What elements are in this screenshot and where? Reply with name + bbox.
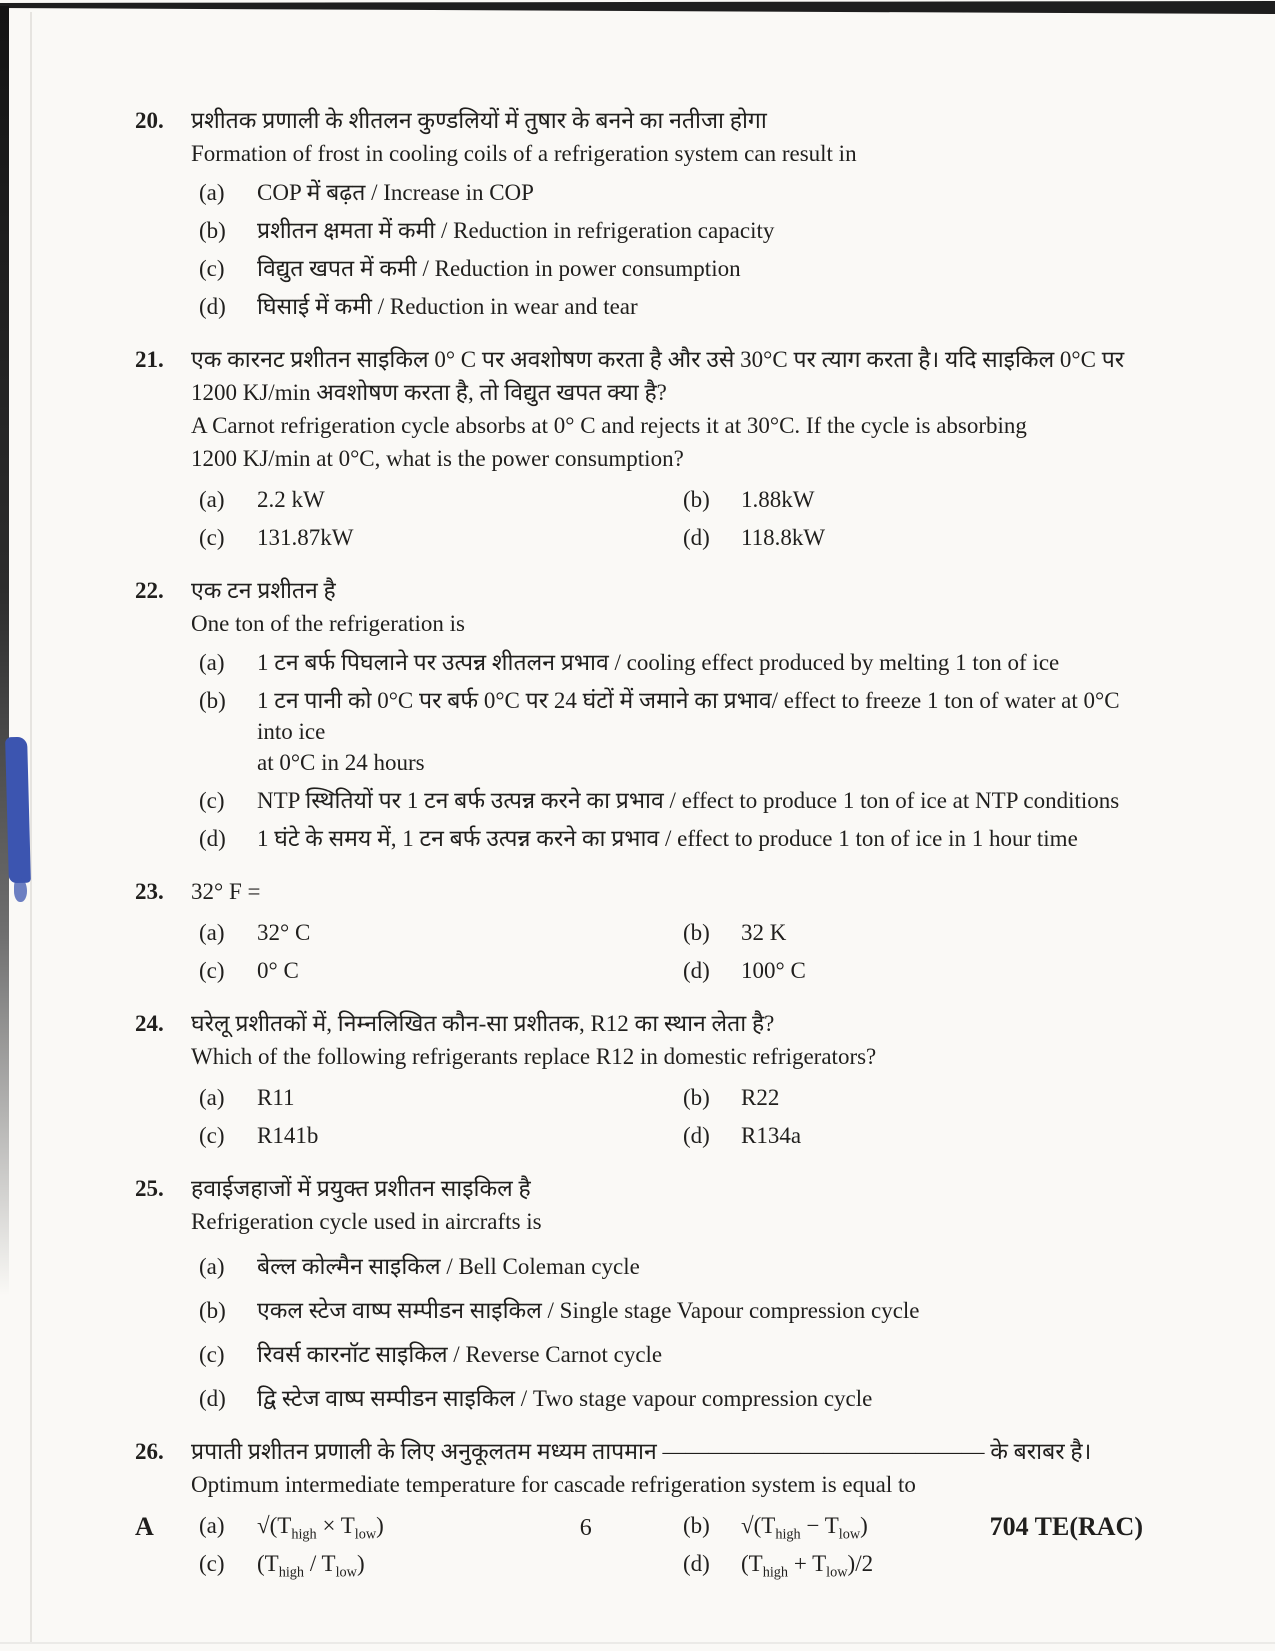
option-label: (a) — [199, 1085, 225, 1110]
options — [191, 177, 1143, 322]
text-line: 32° C — [257, 920, 311, 945]
option-text — [257, 1339, 1143, 1370]
option-d — [199, 291, 1143, 322]
option-label: (c) — [199, 1551, 225, 1576]
question-stem — [191, 104, 1143, 170]
option-label: (d) — [683, 1551, 710, 1576]
option-a — [199, 484, 675, 515]
question-number: 25. — [135, 1176, 164, 1201]
question-stem — [191, 343, 1143, 475]
option-d — [199, 823, 1143, 854]
page-fold-line — [30, 12, 32, 1642]
stem-line — [191, 409, 1143, 442]
question-body — [191, 875, 1143, 986]
text-line: R22 — [741, 1085, 780, 1110]
option-label: (b) — [199, 688, 226, 713]
footer-page-number: 6 — [579, 1515, 592, 1541]
option-b — [683, 1082, 1143, 1113]
text-line: $√(T_{high} - T_{low})$ — [741, 1513, 868, 1543]
stem-line — [191, 607, 1143, 640]
option-c — [199, 253, 1143, 284]
option-a — [199, 1251, 1143, 1282]
option-text — [257, 685, 1143, 778]
option-a — [199, 647, 1143, 678]
option-label: (c) — [199, 525, 225, 550]
option-label: (b) — [683, 1513, 710, 1538]
option-c — [199, 522, 675, 553]
question-stem — [191, 574, 1143, 640]
option-label: (d) — [199, 826, 226, 851]
question-paper-content — [135, 104, 1143, 1600]
option-text — [741, 917, 1143, 948]
blue-ink-tail — [14, 878, 27, 902]
text-line: Refrigeration cycle used in aircrafts is — [191, 1209, 542, 1234]
text-line: Which of the following refrigerants replace R12 in domestic refrigerators? — [191, 1044, 877, 1069]
option-text — [257, 291, 1143, 322]
page-footer — [135, 1512, 1143, 1542]
option-text — [257, 1383, 1143, 1414]
text-line: Optimum intermediate temperature for cascade refrigeration system is equal to — [191, 1472, 916, 1497]
text-line: विद्युत खपत में कमी / Reduction in power consumption — [257, 256, 741, 281]
options — [191, 910, 1143, 986]
text-line: 1 टन पानी को 0°C पर बर्फ 0°C पर 24 घंटों में जमाने का प्रभाव/ effect to freeze 1 ton of water at 0°C into ice — [257, 688, 1120, 744]
option-text — [257, 823, 1143, 854]
text-line: रिवर्स कारनॉट साइकिल / Reverse Carnot cycle — [257, 1342, 663, 1367]
option-d — [683, 1548, 1143, 1579]
option-label: (c) — [199, 256, 225, 281]
option-text — [741, 1120, 1143, 1151]
option-label: (a) — [199, 650, 225, 675]
option-label: (d) — [683, 525, 710, 550]
scan-bottom-edge — [0, 1642, 1275, 1644]
text-line: प्रशीतन क्षमता में कमी / Reduction in refrigeration capacity — [257, 218, 775, 243]
option-text — [257, 1120, 675, 1151]
question-number: 20. — [135, 108, 164, 133]
options — [191, 1075, 1143, 1151]
text-line: at 0°C in 24 hours — [257, 750, 425, 775]
question-stem — [191, 1435, 1143, 1501]
option-text — [257, 522, 675, 553]
option-c — [199, 785, 1143, 816]
footer-paper-code: 704 TE(RAC) — [989, 1512, 1143, 1541]
option-text — [257, 253, 1143, 284]
question-24 — [135, 1007, 1143, 1151]
option-c — [199, 1120, 675, 1151]
text-line: 1.88kW — [741, 487, 815, 512]
option-label: (c) — [199, 1123, 225, 1148]
option-d — [683, 955, 1143, 986]
text-line: $(T_{high} + T_{low})/2$ — [741, 1551, 874, 1581]
text-line: घिसाई में कमी / Reduction in wear and tear — [257, 294, 638, 319]
text-line: NTP स्थितियों पर 1 टन बर्फ उत्पन्न करने का प्रभाव / effect to produce 1 ton of ice at NTP conditions — [257, 788, 1120, 813]
option-label: (b) — [199, 218, 226, 243]
options — [191, 477, 1143, 553]
option-label: (d) — [683, 1123, 710, 1148]
text-line: घरेलू प्रशीतकों में, निम्नलिखित कौन-सा प्रशीतक, R12 का स्थान लेता है? — [191, 1011, 775, 1036]
text-line: R11 — [257, 1085, 295, 1110]
option-b — [683, 917, 1143, 948]
text-line: द्वि स्टेज वाष्प सम्पीडन साइकिल / Two stage vapour compression cycle — [257, 1386, 873, 1411]
text-line: $√(T_{high} \times T_{low})$ — [257, 1513, 384, 1543]
text-line: 1 घंटे के समय में, 1 टन बर्फ उत्पन्न करने का प्रभाव / effect to produce 1 ton of ice in 1 hour time — [257, 826, 1078, 851]
option-text — [257, 647, 1143, 678]
question-body — [191, 104, 1143, 322]
option-text — [257, 1082, 675, 1113]
option-text — [257, 785, 1143, 816]
text-line: 32 K — [741, 920, 787, 945]
option-text — [257, 1251, 1143, 1282]
text-line: बेल्ल कोल्मैन साइकिल / Bell Coleman cycle — [257, 1254, 640, 1279]
stem-line — [191, 1007, 1143, 1040]
option-text — [741, 1548, 1143, 1579]
question-body — [191, 1007, 1143, 1151]
stem-line — [191, 1040, 1143, 1073]
stem-line — [191, 376, 1143, 409]
question-stem — [191, 1172, 1143, 1238]
question-stem — [191, 1007, 1143, 1073]
question-23 — [135, 875, 1143, 986]
option-label: (d) — [683, 958, 710, 983]
option-label: (a) — [199, 1513, 225, 1538]
option-label: (a) — [199, 180, 225, 205]
question-body — [191, 574, 1143, 854]
question-22 — [135, 574, 1143, 854]
stem-line — [191, 442, 1143, 475]
stem-line — [191, 875, 1143, 908]
option-label: (a) — [199, 920, 225, 945]
text-line: Formation of frost in cooling coils of a refrigeration system can result in — [191, 141, 857, 166]
option-label: (c) — [199, 788, 225, 813]
option-b — [199, 215, 1143, 246]
text-line: 1200 KJ/min at 0°C, what is the power consumption? — [191, 446, 684, 471]
stem-line — [191, 574, 1143, 607]
option-d — [683, 1120, 1143, 1151]
option-label: (b) — [683, 920, 710, 945]
scan-left-edge — [0, 6, 9, 1296]
option-b — [199, 1295, 1143, 1326]
text-line: A Carnot refrigeration cycle absorbs at 0° C and rejects it at 30°C. If the cycle is absorbing — [191, 413, 1027, 438]
option-c — [199, 1339, 1143, 1370]
option-text — [257, 1548, 675, 1579]
option-label: (d) — [199, 1386, 226, 1411]
option-text — [257, 177, 1143, 208]
question-stem — [191, 875, 1143, 908]
stem-line — [191, 343, 1143, 376]
option-d — [199, 1383, 1143, 1414]
text-line: COP में बढ़त / Increase in COP — [257, 180, 534, 205]
options — [191, 647, 1143, 854]
option-label: (b) — [199, 1298, 226, 1323]
text-line: एक कारनट प्रशीतन साइकिल 0° C पर अवशोषण करता है और उसे 30°C पर त्याग करता है। यदि साइकिल 0°C पर — [191, 347, 1125, 372]
stem-line — [191, 137, 1143, 170]
text-line: 131.87kW — [257, 525, 354, 550]
text-line: एकल स्टेज वाष्प सम्पीडन साइकिल / Single stage Vapour compression cycle — [257, 1298, 920, 1323]
text-line: प्रशीतक प्रणाली के शीतलन कुण्डलियों में तुषार के बनने का नतीजा होगा — [191, 108, 767, 133]
option-text — [257, 215, 1143, 246]
option-c — [199, 1548, 675, 1579]
option-b — [683, 484, 1143, 515]
text-line: हवाईजहाजों में प्रयुक्त प्रशीतन साइकिल है — [191, 1176, 531, 1201]
option-text — [257, 955, 675, 986]
option-text — [741, 484, 1143, 515]
option-text — [257, 1295, 1143, 1326]
text-line: 100° C — [741, 958, 806, 983]
option-a — [199, 917, 675, 948]
question-number: 23. — [135, 879, 164, 904]
option-a — [199, 1082, 675, 1113]
option-text — [741, 955, 1143, 986]
option-label: (d) — [199, 294, 226, 319]
question-number: 22. — [135, 578, 164, 603]
option-label: (c) — [199, 1342, 225, 1367]
option-text — [741, 1082, 1143, 1113]
text-line: 0° C — [257, 958, 299, 983]
question-20 — [135, 104, 1143, 322]
question-26 — [135, 1435, 1143, 1579]
text-line: One ton of the refrigeration is — [191, 611, 465, 636]
option-a — [199, 177, 1143, 208]
question-number: 26. — [135, 1439, 164, 1464]
option-d — [683, 522, 1143, 553]
questions — [135, 104, 1143, 1579]
text-line: 118.8kW — [741, 525, 826, 550]
text-line: R134a — [741, 1123, 802, 1148]
text-line: 1 टन बर्फ पिघलाने पर उत्पन्न शीतलन प्रभाव / cooling effect produced by melting 1 ton of ice — [257, 650, 1060, 675]
text-line: R141b — [257, 1123, 319, 1148]
option-label: (b) — [683, 487, 710, 512]
text-line: $(T_{high} / T_{low})$ — [257, 1551, 365, 1581]
question-number: 21. — [135, 347, 164, 372]
stem-line — [191, 1205, 1143, 1238]
option-text — [257, 484, 675, 515]
stem-line — [191, 104, 1143, 137]
option-text — [741, 522, 1143, 553]
option-label: (b) — [683, 1085, 710, 1110]
stem-line — [191, 1468, 1143, 1501]
option-b — [199, 685, 1143, 778]
text-line: 1200 KJ/min अवशोषण करता है, तो विद्युत खपत क्या है? — [191, 380, 667, 405]
option-label: (c) — [199, 958, 225, 983]
option-label: (a) — [199, 487, 225, 512]
footer-set-code: A — [135, 1512, 154, 1541]
text-line: 2.2 kW — [257, 487, 325, 512]
question-number: 24. — [135, 1011, 164, 1036]
question-21 — [135, 343, 1143, 553]
question-25 — [135, 1172, 1143, 1414]
question-body — [191, 343, 1143, 553]
text-line: 32° F = — [191, 879, 261, 904]
question-body — [191, 1435, 1143, 1579]
option-label: (a) — [199, 1254, 225, 1279]
scan-top-edge — [0, 0, 1275, 18]
stem-line — [191, 1172, 1143, 1205]
text-line: एक टन प्रशीतन है — [191, 578, 336, 603]
question-body — [191, 1172, 1143, 1414]
blue-ink-mark — [5, 737, 31, 884]
options — [191, 1251, 1143, 1414]
stem-line — [191, 1435, 1143, 1468]
text-line: प्रपाती प्रशीतन प्रणाली के लिए अनुकूलतम मध्यम तापमान —————————————— के बराबर है। — [191, 1439, 1092, 1464]
option-c — [199, 955, 675, 986]
option-text — [257, 917, 675, 948]
